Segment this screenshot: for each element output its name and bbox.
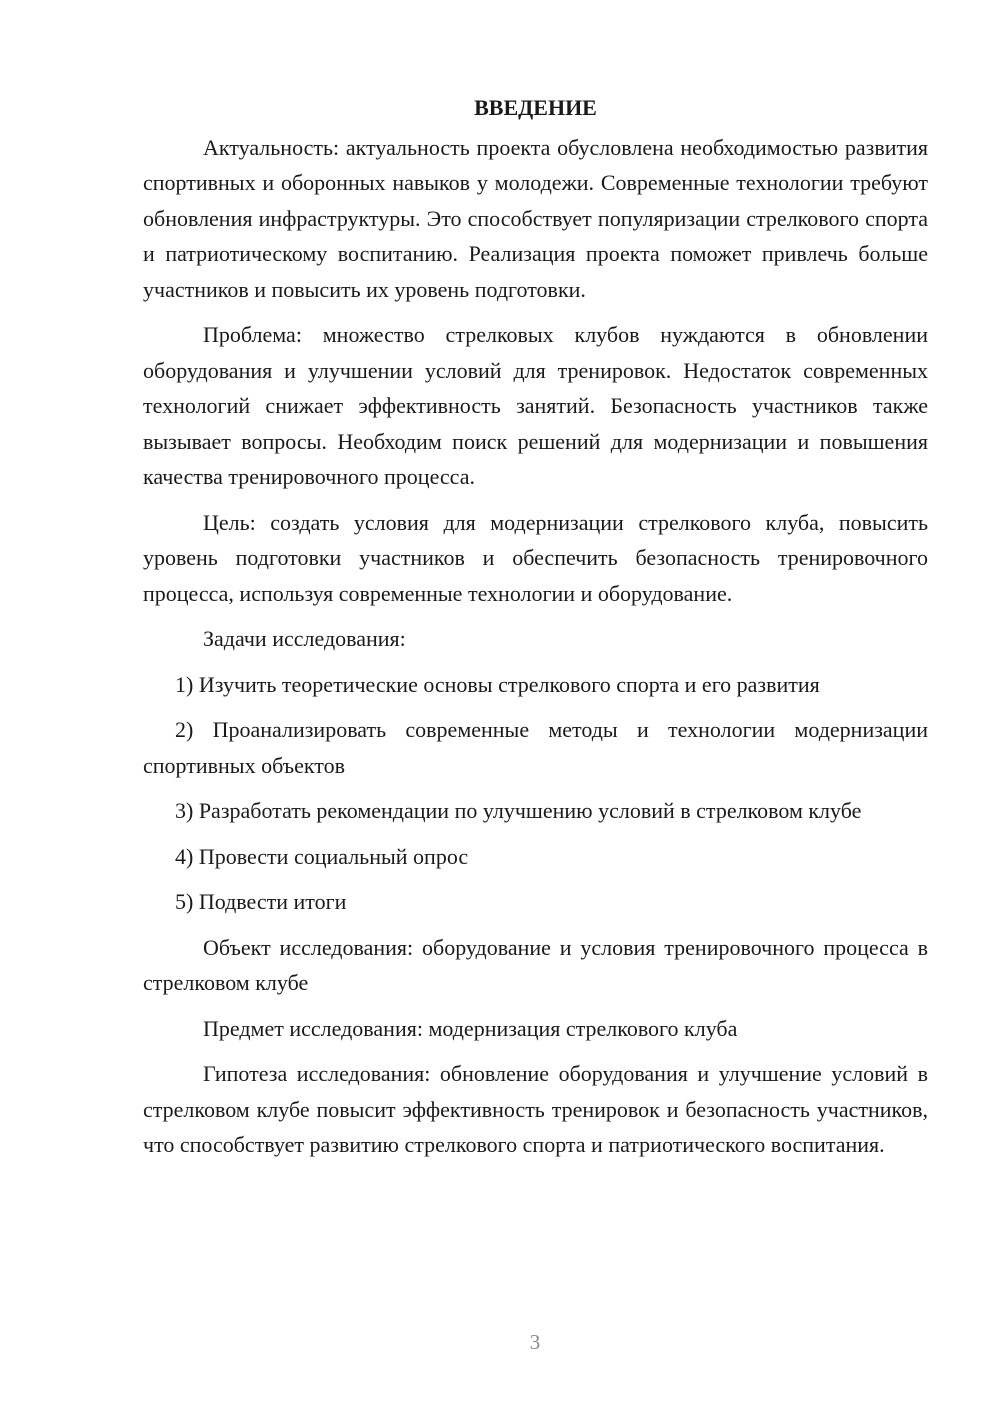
task-item-5: 5) Подвести итоги [175,889,347,914]
object-paragraph: Объект исследования: оборудование и условия тренировочного процесса в стрелковом клубе [143,934,928,995]
tasks-heading: Задачи исследования: [203,626,406,651]
subject-paragraph: Предмет исследования: модернизация стрелкового клуба [203,1015,738,1041]
task-item-2: 2) Проанализировать современные методы и технологии модернизации спортивных объектов [143,717,928,778]
hypothesis-paragraph: Гипотеза исследования: обновление оборудования и улучшение условий в стрелковом клубе повысит эффективность тренировок и безопасность участников, что способствует развитию стрелкового спорта и патриотического воспитания. [143,1061,928,1157]
page-number: 3 [529,1330,541,1354]
task-item-1: 1) Изучить теоретические основы стрелкового спорта и его развития [175,671,820,697]
relevance-paragraph: Актуальность: актуальность проекта обусловлена необходимостью развития спортивных и оборонных навыков у молодежи. Современные технологии требуют обновления инфраструктуры. Это способствует популяризации стрелкового спорта и патриотическому воспитанию. Реализация проекта поможет привлечь больше участников и повысить их уровень подготовки. [143,134,928,302]
goal-paragraph: Цель: создать условия для модернизации стрелкового клуба, повысить уровень подготовки участников и обеспечить безопасность тренировочного процесса, используя современные технологии и оборудование. [143,509,928,606]
page-title: ВВЕДЕНИЕ [474,95,597,120]
document-page [143,90,928,1173]
task-item-3: 3) Разработать рекомендации по улучшению условий в стрелковом клубе [175,798,862,823]
task-item-4: 4) Провести социальный опрос [175,843,469,869]
problem-paragraph: Проблема: множество стрелковых клубов нуждаются в обновлении оборудования и улучшении условий для тренировок. Недостаток современных технологий снижает эффективность занятий. Безопасность участников также вызывает вопросы. Необходим поиск решений для модернизации и повышения качества тренировочного процесса. [143,322,928,489]
